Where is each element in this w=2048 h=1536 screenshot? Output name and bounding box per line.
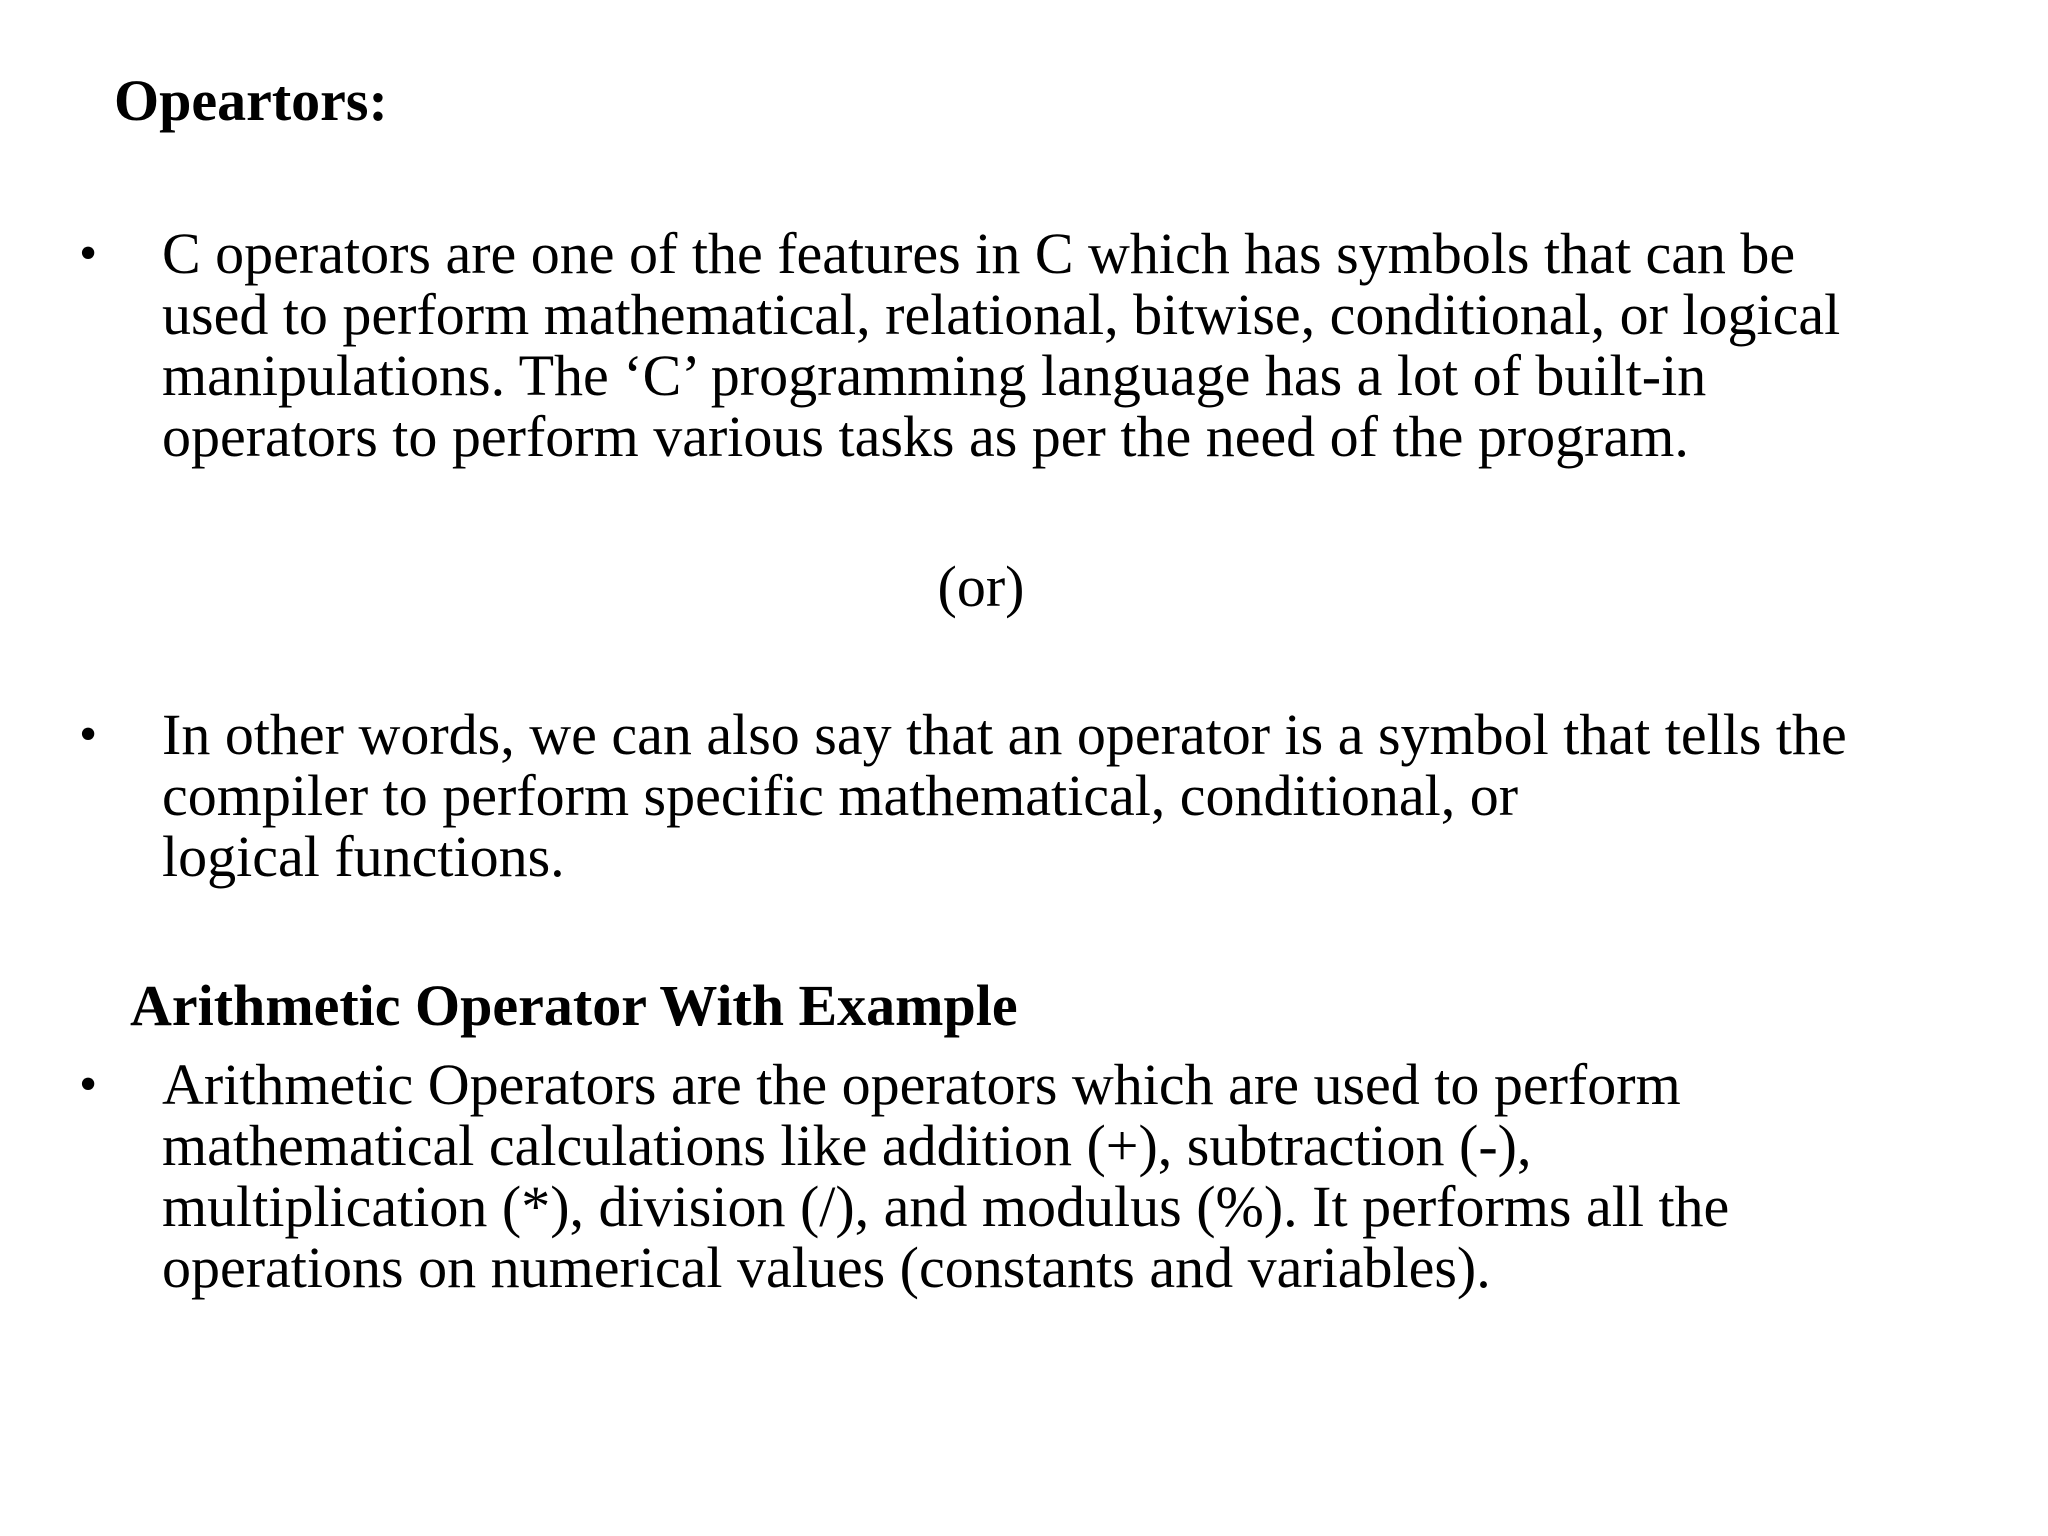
bullet-text-line: Arithmetic Operators are the operators which are used to perform [162, 1052, 1681, 1117]
section-heading-operators: Opeartors: [114, 68, 388, 133]
bullet-text-line: logical functions. [162, 824, 565, 889]
section-heading-arithmetic: Arithmetic Operator With Example [130, 973, 1018, 1038]
bullet-text-line: used to perform mathematical, relational, bitwise, conditional, or logical [162, 282, 1841, 347]
bullet-text-line: C operators are one of the features in C which has symbols that can be [162, 221, 1796, 286]
bullet-marker: • [79, 225, 98, 282]
bullet-text-line: multiplication (*), division (/), and modulus (%). It performs all the [162, 1174, 1730, 1239]
bullet-text-line: operations on numerical values (constants and variables). [162, 1235, 1491, 1300]
bullet-text-line: operators to perform various tasks as per the need of the program. [162, 404, 1689, 469]
bullet-text-line: mathematical calculations like addition (+), subtraction (-), [162, 1113, 1532, 1178]
bullet-text-line: compiler to perform specific mathematical, conditional, or [162, 763, 1519, 828]
bullet-text-line: manipulations. The ‘C’ programming language has a lot of built-in [162, 343, 1707, 408]
or-separator: (or) [937, 554, 1025, 619]
bullet-text-line: In other words, we can also say that an operator is a symbol that tells the [162, 702, 1847, 767]
bullet-marker: • [79, 706, 98, 763]
bullet-marker: • [79, 1056, 98, 1113]
